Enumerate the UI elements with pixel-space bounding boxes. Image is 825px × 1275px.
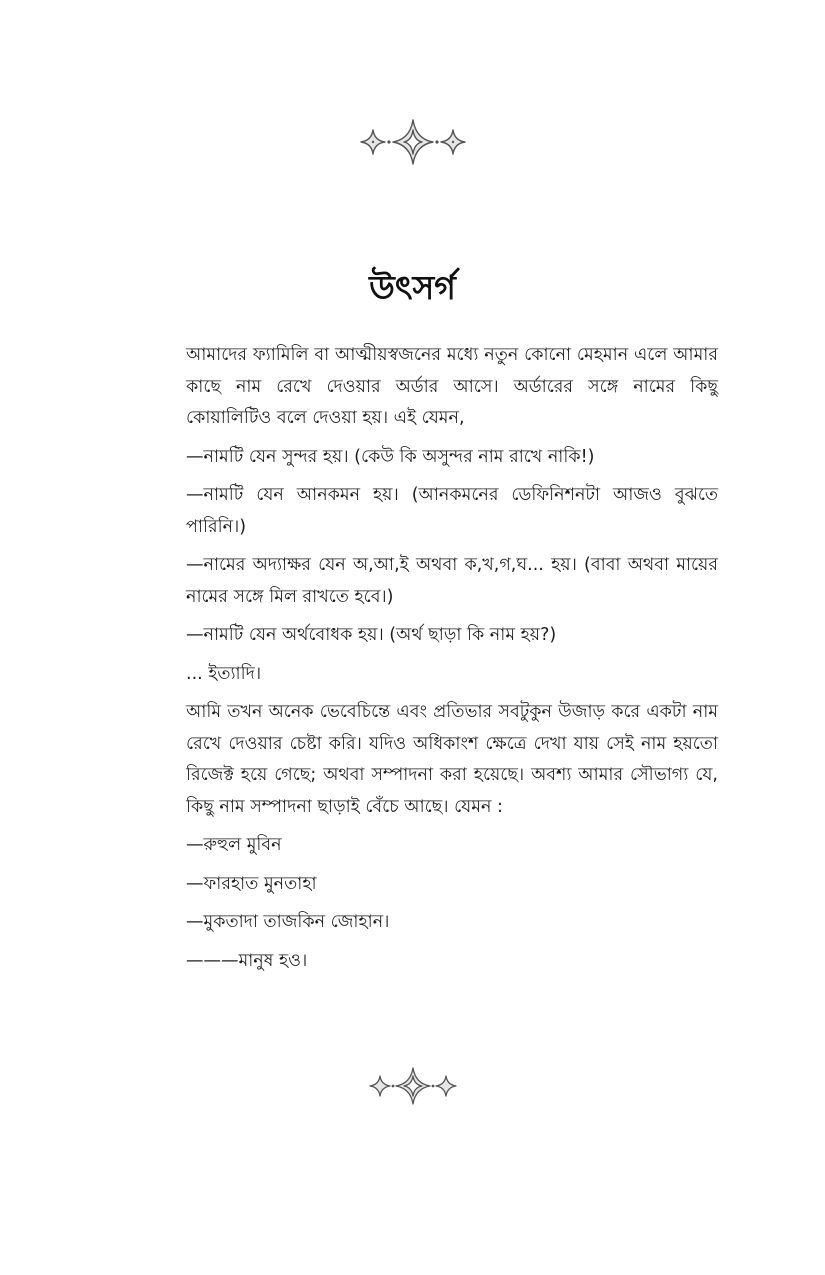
paragraph-naming: আমি তখন অনেক ভেবেচিন্তে এবং প্রতিভার সবটুকুন উজাড় করে একটা নাম রেখে দেওয়ার চেষ্টা করি। যদিও অধিকাংশ ক্ষেত্রে দেখা যায় সেই নাম হয়তো রিজেক্ট হয়ে গেছে; অথবা সম্পাদনা করা হয়েছে। অবশ্য আমার সৌভাগ্য যে, কিছু নাম সম্পাদনা ছাড়াই বেঁচে আছে। যেমন : — [186, 702, 718, 817]
paragraph-quality-3: —নামের অদ্যাক্ষর যেন অ,আ,ই অথবা ক,খ,গ,ঘ... হয়। (বাবা অথবা মায়ের নামের সঙ্গে মিল রাখতে হবে।) — [186, 555, 718, 607]
bottom-ornament — [0, 1063, 825, 1109]
paragraph-quality-2: —নামটি যেন আনকমন হয়। (আনকমনের ডেফিনিশনটা আজও বুঝতে পারিনি।) — [186, 485, 718, 537]
ornament-sparkle-icon — [358, 116, 468, 168]
page-title: উৎসর্গ — [369, 268, 456, 307]
name-item: —ফারহাত মুনতাহা — [186, 873, 317, 894]
paragraph-quality-4: —নামটি যেন অর্থবোধক হয়। (অর্থ ছাড়া কি নাম হয়?) — [186, 625, 557, 645]
closing-line: ———মানুষ হও। — [186, 950, 308, 971]
paragraph-intro: আমাদের ফ্যামিলি বা আত্মীয়স্বজনের মধ্যে নতুন কোনো মেহমান এলে আমার কাছে নাম রেখে দেওয়ার অর্ডার আসে। অর্ডারের সঙ্গে নামের কিছু কোয়ালিটিও বলে দেওয়া হয়। এই যেমন, — [186, 345, 718, 428]
dedication-body — [186, 340, 718, 984]
top-ornament — [0, 116, 825, 168]
ornament-sparkle-icon — [368, 1063, 458, 1109]
paragraph-quality-1: —নামটি যেন সুন্দর হয়। (কেউ কি অসুন্দর নাম রাখে নাকি!) — [186, 446, 595, 467]
paragraph-etc: ... ইত্যাদি। — [186, 663, 262, 684]
name-item: —রুহুল মুবিন — [186, 835, 282, 855]
name-item: —মুকতাদা তাজকিন জোহান। — [186, 912, 390, 932]
